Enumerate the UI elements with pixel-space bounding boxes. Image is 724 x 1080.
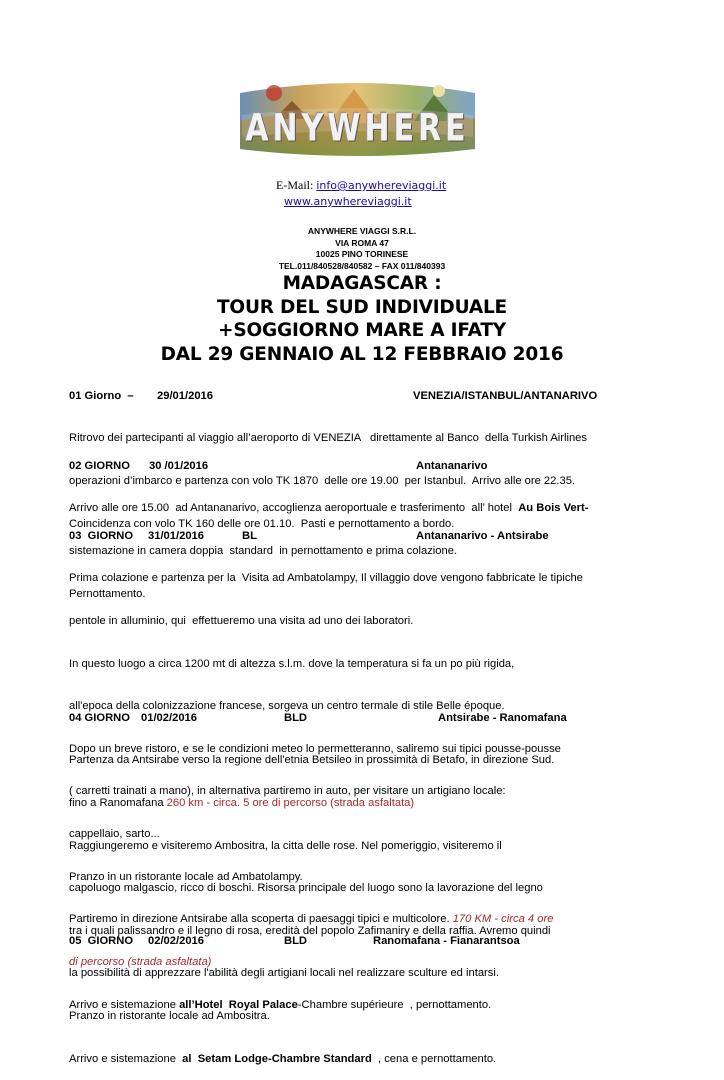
- day-5-route: Ranomafana - Fianarantsoa: [373, 935, 520, 947]
- day-2-date: 30 /01/2016: [149, 460, 209, 472]
- day-4-line: tra i quali palissandro e il legno di rosa, eredità del popolo Zafimaniry e della raffia. Avremo quindi: [69, 924, 551, 937]
- title-line-2: TOUR DEL SUD INDIVIDUALE: [217, 296, 507, 318]
- day-3-line: In questo luogo a circa 1200 mt di altezza s.l.m. dove la temperatura si fa un po più rigida,: [69, 657, 515, 670]
- company-name: ANYWHERE VIAGGI S.R.L.: [307, 226, 417, 236]
- hotel-name: al Setam Lodge-Chambre Standard: [182, 1052, 372, 1065]
- day-4-line-text: fino a Ranomafana: [69, 797, 167, 810]
- day-2-line: sistemazione in camera doppia standard in pernottamento e prima colazione.: [69, 545, 458, 558]
- day-2-line-text: Arrivo alle ore 15.00 ad Antananarivo, accoglienza aeroportuale e trasferimento all’ hotel: [69, 502, 519, 515]
- day-3-label: 03 GIORNO: [69, 530, 134, 542]
- day-2-route: Antananarivo: [416, 460, 488, 472]
- day-3-line: cappellaio, sarto...: [69, 828, 160, 841]
- day-2-label: 02 GIORNO: [69, 460, 130, 472]
- day-1-label: 01 Giorno –: [69, 390, 134, 402]
- company-logo: [234, 71, 481, 163]
- day-2-line: Pernottamento.: [69, 587, 146, 600]
- day-1-route: VENEZIA/ISTANBUL/ANTANARIVO: [413, 390, 598, 402]
- title-line-4: DAL 29 GENNAIO AL 12 FEBBRAIO 2016: [160, 343, 564, 365]
- day-4-line: Pranzo in ristorante locale ad Ambositra.: [69, 1010, 270, 1023]
- distance-note: di percorso (strada asfaltata): [69, 955, 212, 968]
- day-1-date: 29/01/2016: [157, 390, 213, 402]
- day-5-meals: BLD: [284, 935, 307, 947]
- company-street: VIA ROMA 47: [335, 237, 389, 248]
- day-4-route: Antsirabe - Ranomafana: [438, 712, 567, 724]
- email-label: E-Mail:: [276, 178, 317, 192]
- day-3-route: Antananarivo - Antsirabe: [416, 530, 549, 542]
- email-line: [276, 178, 446, 193]
- title-line-1: MADAGASCAR :: [282, 273, 442, 294]
- day-3-line: Prima colazione e partenza per la Visita ad Ambatolampy, Il villaggio dove vengono fabbricate le tipiche: [69, 572, 583, 585]
- company-city: 10025 PINO TORINESE: [315, 249, 409, 259]
- day-3-line: ( carretti trainati a mano), in alternativa partiremo in auto, per visitare un artigiano locale:: [69, 785, 506, 798]
- hotel-name: Au Bois Vert-: [518, 502, 589, 515]
- email-link[interactable]: info@anywhereviaggi.it: [316, 179, 447, 192]
- company-phone: TEL.011/840528/840582 – FAX 011/840393: [278, 260, 446, 271]
- day-3-line-text: -Chambre supérieure , pernottamento.: [297, 998, 492, 1011]
- day-3-line-text: Partiremo in direzione Antsirabe alla scoperta di paesaggi tipici e multicolore.: [69, 913, 453, 926]
- distance-note: 170 KM - circa 4 ore: [452, 913, 554, 926]
- day-1-line: Ritrovo dei partecipanti al viaggio all’aeroporto di VENEZIA direttamente al Banco della Turkish Airlines: [69, 432, 587, 445]
- day-4-line-text: , cena e pernottamento.: [371, 1052, 497, 1065]
- company-address: [0, 226, 724, 272]
- day-4-meals: BLD: [284, 712, 307, 724]
- day-4-line: [69, 1052, 554, 1066]
- day-4-line: Partenza da Antsirabe verso la regione dell'etnia Betsileo in prossimità di Betafo, in direzione Sud.: [69, 754, 555, 767]
- day-4-line: Raggiungeremo e visiteremo Ambositra, la citta delle rose. Nel pomeriggio, visiteremo il: [69, 839, 502, 852]
- page-title: [0, 272, 724, 366]
- day-4-date: 01/02/2016: [141, 712, 197, 724]
- day-5-label: 05 GIORNO: [69, 935, 134, 947]
- day-4-text: [69, 725, 554, 1080]
- day-4-line-text: Arrivo e sistemazione: [69, 1052, 183, 1065]
- day-2-line: [69, 501, 588, 515]
- day-4-line: la possibilità di apprezzare l'abilità degli artigiani locali nel realizzare sculture ed intarsi.: [69, 967, 499, 980]
- day-3-date: 31/01/2016: [148, 530, 204, 542]
- day-4-line: [69, 796, 554, 810]
- distance-note: 260 km - circa. 5 ore di percorso (strada asfaltata): [166, 797, 415, 810]
- day-1-line: operazioni d’imbarco e partenza con volo TK 1870 delle ore 19.00 per Istanbul. Arrivo alle ore 22.35.: [69, 475, 576, 488]
- hotel-name: all’Hotel Royal Palace: [179, 998, 298, 1011]
- day-5-date: 02/02/2016: [148, 935, 204, 947]
- title-line-3: +SOGGIORNO MARE A IFATY: [218, 320, 506, 341]
- day-1-line: Coincidenza con volo TK 160 delle ore 01.10. Pasti e pernottamento a bordo.: [69, 517, 455, 530]
- logo-wordmark: ANYWHERE: [245, 106, 470, 151]
- website-link[interactable]: www.anywhereviaggi.it: [284, 195, 412, 208]
- day-3-line-text: Arrivo e sistemazione: [69, 998, 180, 1011]
- website-line: [284, 194, 412, 209]
- day-3-line: Pranzo in un ristorante locale ad Ambatolampy.: [69, 870, 303, 883]
- day-4-label: 04 GIORNO: [69, 712, 130, 724]
- day-3-meals: BL: [242, 530, 257, 542]
- day-3-line: pentole in alluminio, qui effettueremo una visita ad uno dei laboratori.: [69, 615, 414, 628]
- day-4-line: capoluogo malgascio, ricco di boschi. Risorsa principale del luogo sono la lavorazione del legno: [69, 882, 543, 895]
- day-3-line: all'epoca della colonizzazione francese, sorgeva un centro termale di stile Belle époque.: [69, 700, 505, 713]
- day-3-line: Dopo un breve ristoro, e se le condizioni meteo lo permetteranno, saliremo sui tipici pousse-pousse: [69, 742, 561, 755]
